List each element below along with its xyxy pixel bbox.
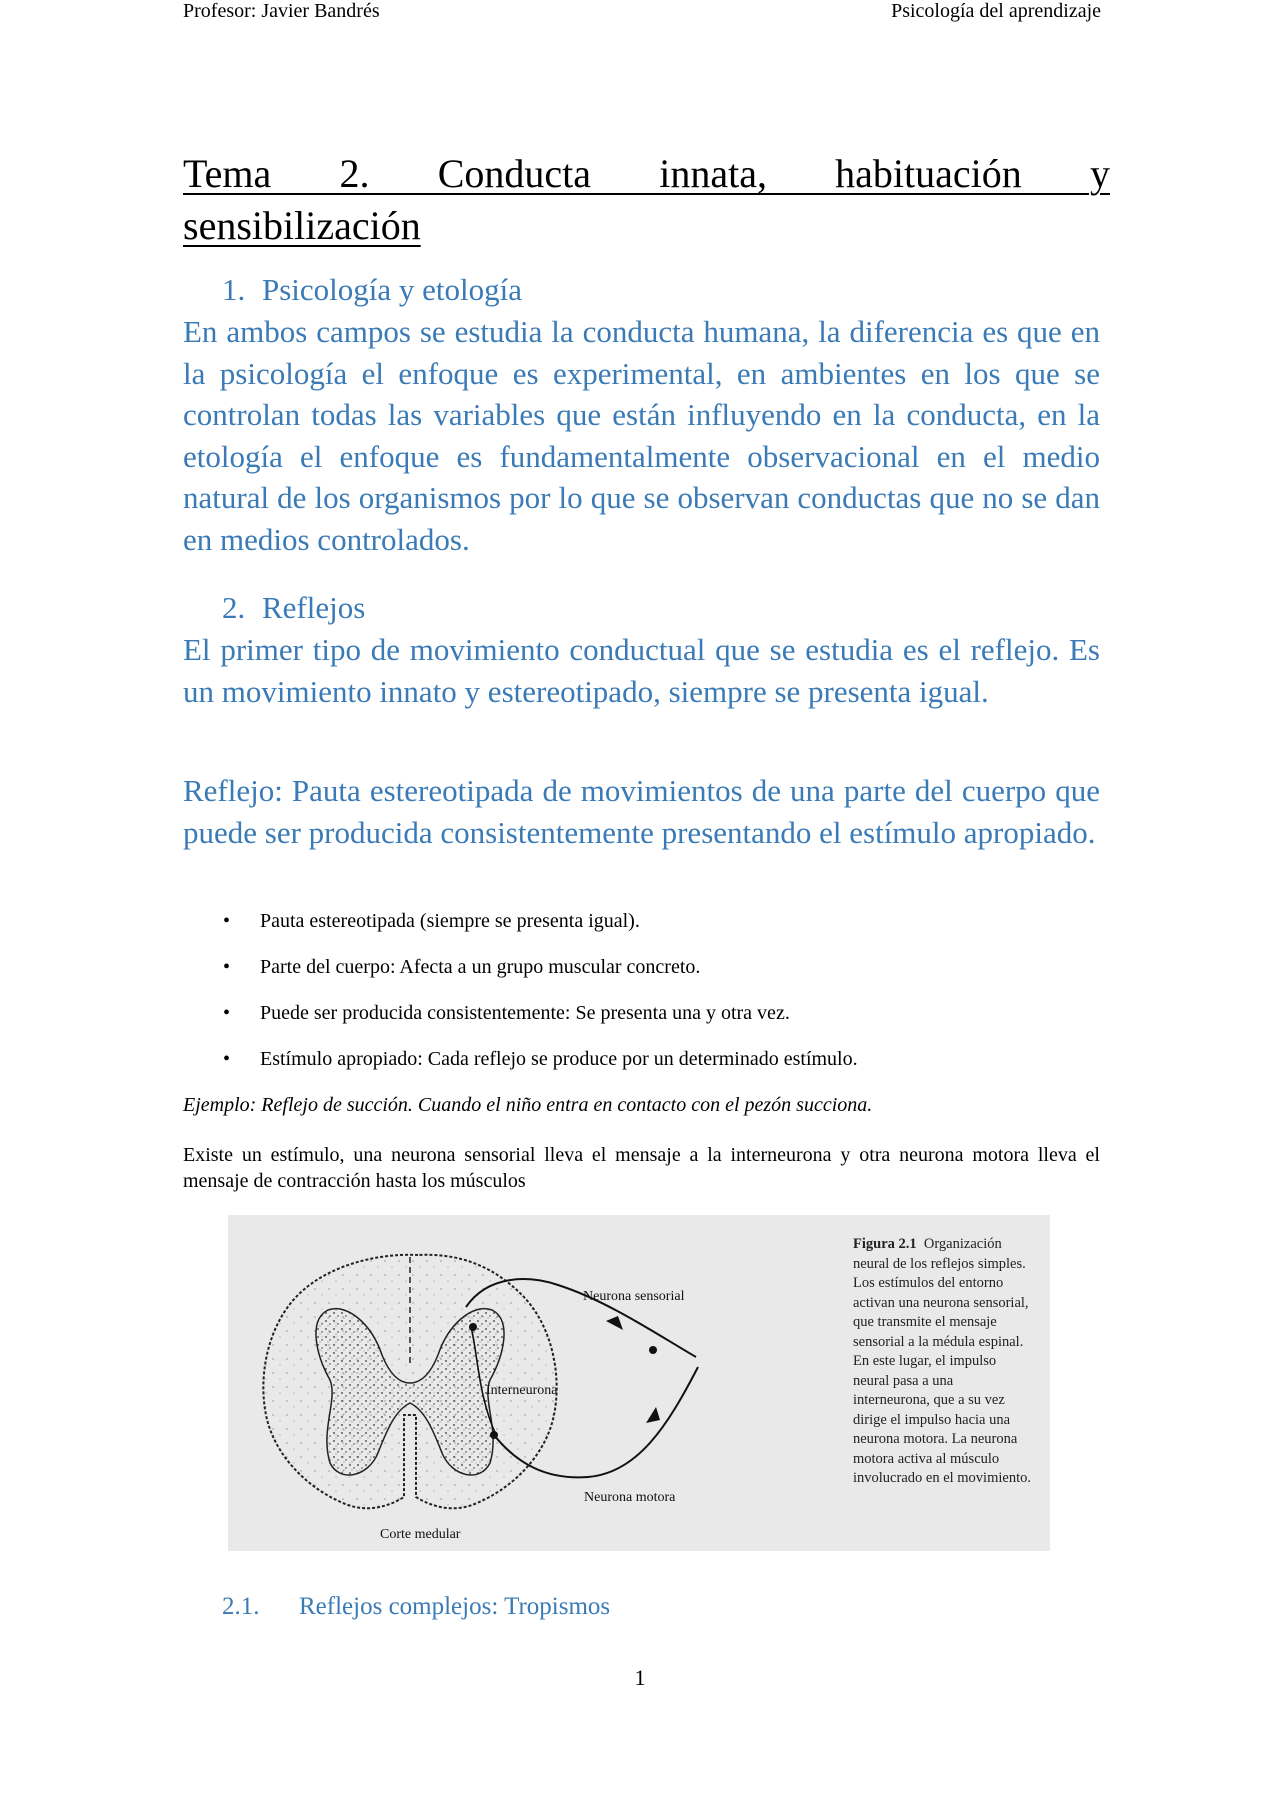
header-course: Psicología del aprendizaje [891, 0, 1101, 22]
list-item: • Estímulo apropiado: Cada reflejo se produce por un determinado estímulo. [223, 1048, 858, 1070]
section-2-paragraph-1: El primer tipo de movimiento conductual que se estudia es el reflejo. Es un movimiento innato y estereotipado, siempre se presenta igual. [183, 632, 1100, 709]
page-title [183, 148, 1110, 252]
arrow-icon [646, 1407, 660, 1423]
section-1-number: 1. [222, 272, 246, 307]
figure-caption [853, 1235, 1031, 1489]
reflex-features-list [183, 908, 1100, 1092]
label-sensory-neuron: Neurona sensorial [583, 1289, 685, 1304]
list-item: • Parte del cuerpo: Afecta a un grupo muscular concreto. [223, 956, 701, 978]
list-item: • Pauta estereotipada (siempre se presenta igual). [223, 910, 640, 932]
section-2-paragraph-2: Reflejo: Pauta estereotipada de movimientos de una parte del cuerpo que puede ser producida consistentemente presentando el estímulo apropiado. [183, 773, 1100, 850]
subsection-number: 2.1. [222, 1593, 260, 1620]
label-interneuron: Interneurona [486, 1383, 558, 1398]
bullet-icon: • [223, 1002, 231, 1024]
label-motor-neuron: Neurona motora [584, 1490, 676, 1505]
section-2-number: 2. [222, 590, 246, 625]
page-number: 1 [634, 1665, 646, 1690]
ganglion-dot [649, 1346, 657, 1354]
arrow-icon [606, 1316, 623, 1330]
figure-caption-label: Figura 2.1 [853, 1236, 917, 1252]
bullet-icon: • [223, 910, 231, 932]
sensory-neuron-body [469, 1323, 477, 1331]
list-item: • Puede ser producida consistentemente: Se presenta una y otra vez. [223, 1002, 790, 1024]
subsection-title: Reflejos complejos: Tropismos [299, 1593, 611, 1620]
title-line-2: sensibilización [183, 203, 421, 248]
subsection-heading [222, 1593, 610, 1621]
section-2-heading [222, 590, 365, 626]
motor-neuron-body [490, 1431, 498, 1439]
section-2-title: Reflejos [262, 590, 366, 625]
figure-caption-text: Organización neural de los reflejos simples. Los estímulos del entorno activan una neurona sensorial, que transmite el mensaje sensorial a la médula espinal. En este lugar, el impulso neural pasa a una interneurona, que a su vez dirige el impulso hacia una neurona motora. La neurona motora activa al músculo involucrado en el movimiento. [853, 1236, 1031, 1486]
example-text: Ejemplo: Reflejo de succión. Cuando el niño entra en contacto con el pezón succiona. [183, 1094, 873, 1116]
body-text: Existe un estímulo, una neurona sensorial lleva el mensaje a la interneurona y otra neurona motora lleva el mensaje de contracción hasta los músculos [183, 1144, 1100, 1192]
section-1-paragraph: En ambos campos se estudia la conducta humana, la diferencia es que en la psicología el enfoque es experimental, en ambientes en los que se controlan todas las variables que están influyendo en la conducta, en la etología el enfoque es fundamentalmente observacional en el medio natural de los organismos por lo que se observan conductas que no se dan en medios controlados. [183, 314, 1100, 557]
figure-reflex-arc [228, 1215, 1050, 1551]
bullet-icon: • [223, 1048, 231, 1070]
section-1-heading [222, 272, 522, 308]
header-author: Profesor: Javier Bandrés [183, 0, 380, 22]
title-line-1: Tema 2. Conducta innata, habituación y [183, 151, 1110, 196]
section-1-title: Psicología y etología [262, 272, 523, 307]
label-spinal-section: Corte medular [380, 1527, 461, 1542]
bullet-icon: • [223, 956, 231, 978]
